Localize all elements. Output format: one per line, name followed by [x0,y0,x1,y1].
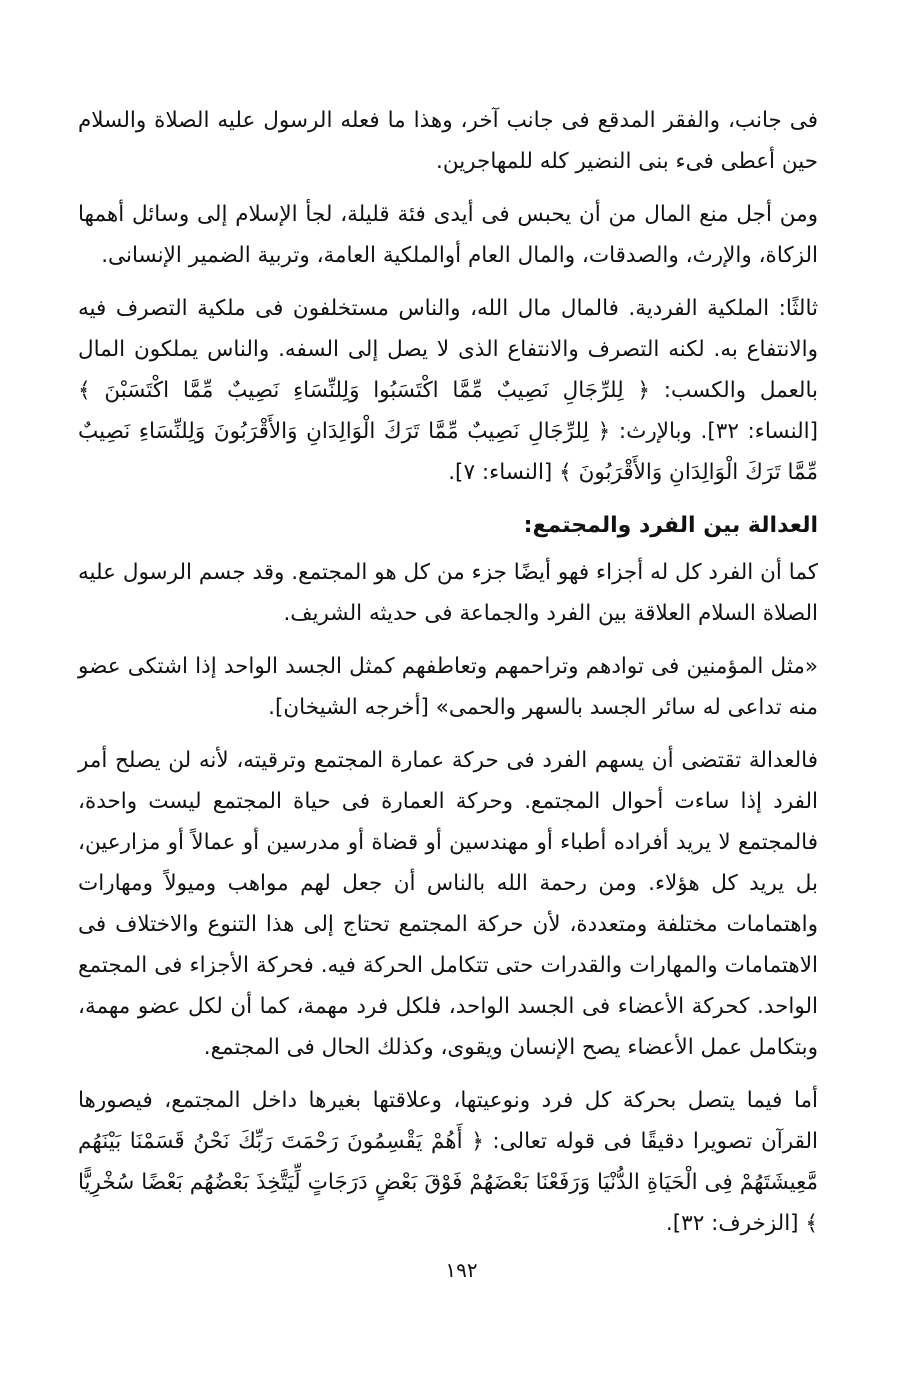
section-heading: العدالة بين الفرد والمجتمع: [523,513,818,538]
paragraph-3: ثالثًا: الملكية الفردية. فالمال مال الله، والناس مستخلفون فى ملكية التصرف فيه والانتفاع به. لكنه التصرف والانتفاع الذى لا يصل إلى السفه. والناس يملكون المال بالعمل والكسب: ﴿ لِلرِّجَالِ نَصِيبٌ مِّمَّا اكْتَسَبُوا وَلِلنِّسَاءِ نَصِيبٌ مِّمَّا اكْتَسَبْنَ ﴾ [النساء: ٣٢]. وبالإرث: ﴿ لِلرِّجَالِ نَصِيبٌ مِّمَّا تَرَكَ الْوَالِدَانِ وَالأَقْرَبُونَ وَلِلنِّسَاءِ نَصِيبٌ مِّمَّا تَرَكَ الْوَالِدَانِ وَالأَقْرَبُونَ ﴾ [النساء: ٧]. [78,296,818,485]
page-number: ١٩٢ [445,1258,478,1282]
paragraph-5: فالعدالة تقتضى أن يسهم الفرد فى حركة عمارة المجتمع وترقيته، لأنه لن يصلح أمر الفرد إذا ساءت أحوال المجتمع. وحركة العمارة فى حياة المجتمع ليست واحدة، فالمجتمع لا يريد أفراده أطباء أو مهندسين أو قضاة أو مدرسين أو عمالاً أو مزارعين، بل يريد كل هؤلاء. ومن رحمة الله بالناس أن جعل لهم مواهب وميولاً ومهارات واهتمامات مختلفة ومتعددة، لأن حركة المجتمع تحتاج إلى هذا التنوع والاختلاف فى الاهتمامات والمهارات والقدرات حتى تتكامل الحركة فيه. فحركة الأجزاء فى المجتمع الواحد. كحركة الأعضاء فى الجسد الواحد، فلكل فرد مهمة، كما أن لكل عضو مهمة، وبتكامل عمل الأعضاء يصح الإنسان ويقوى، وكذلك الحال فى المجتمع. [78,748,818,1060]
hadith-quote: «مثل المؤمنين فى توادهم وتراحمهم وتعاطفهم كمثل الجسد الواحد إذا اشتكى عضو منه تداعى له سائر الجسد بالسهر والحمى» [أخرجه الشيخان]. [78,654,818,720]
page-body [78,100,818,1256]
paragraph-6: أما فيما يتصل بحركة كل فرد ونوعيتها، وعلاقتها بغيرها داخل المجتمع، فيصورها القرآن تصويرا دقيقًا فى قوله تعالى: ﴿ أَهُمْ يَقْسِمُونَ رَحْمَتَ رَبِّكَ نَحْنُ قَسَمْنَا بَيْنَهُم مَّعِيشَتَهُمْ فِى الْحَيَاةِ الدُّنْيَا وَرَفَعْنَا بَعْضَهُمْ فَوْقَ بَعْضٍ دَرَجَاتٍ لِّيَتَّخِذَ بَعْضُهُم بَعْضًا سُخْرِيًّا ﴾ [الزخرف: ٣٢]. [78,1088,818,1236]
paragraph-1: فى جانب، والفقر المدقع فى جانب آخر، وهذا ما فعله الرسول عليه الصلاة والسلام حين أعطى فىء بنى النضير كله للمهاجرين. [78,108,818,174]
paragraph-4: كما أن الفرد كل له أجزاء فهو أيضًا جزء من كل هو المجتمع. وقد جسم الرسول عليه الصلاة السلام العلاقة بين الفرد والجماعة فى حديثه الشريف. [78,560,818,626]
paragraph-2: ومن أجل منع المال من أن يحبس فى أيدى فئة قليلة، لجأ الإسلام إلى وسائل أهمها الزكاة، والإرث، والصدقات، والمال العام أوالملكية العامة، وتربية الضمير الإنسانى. [78,202,818,268]
